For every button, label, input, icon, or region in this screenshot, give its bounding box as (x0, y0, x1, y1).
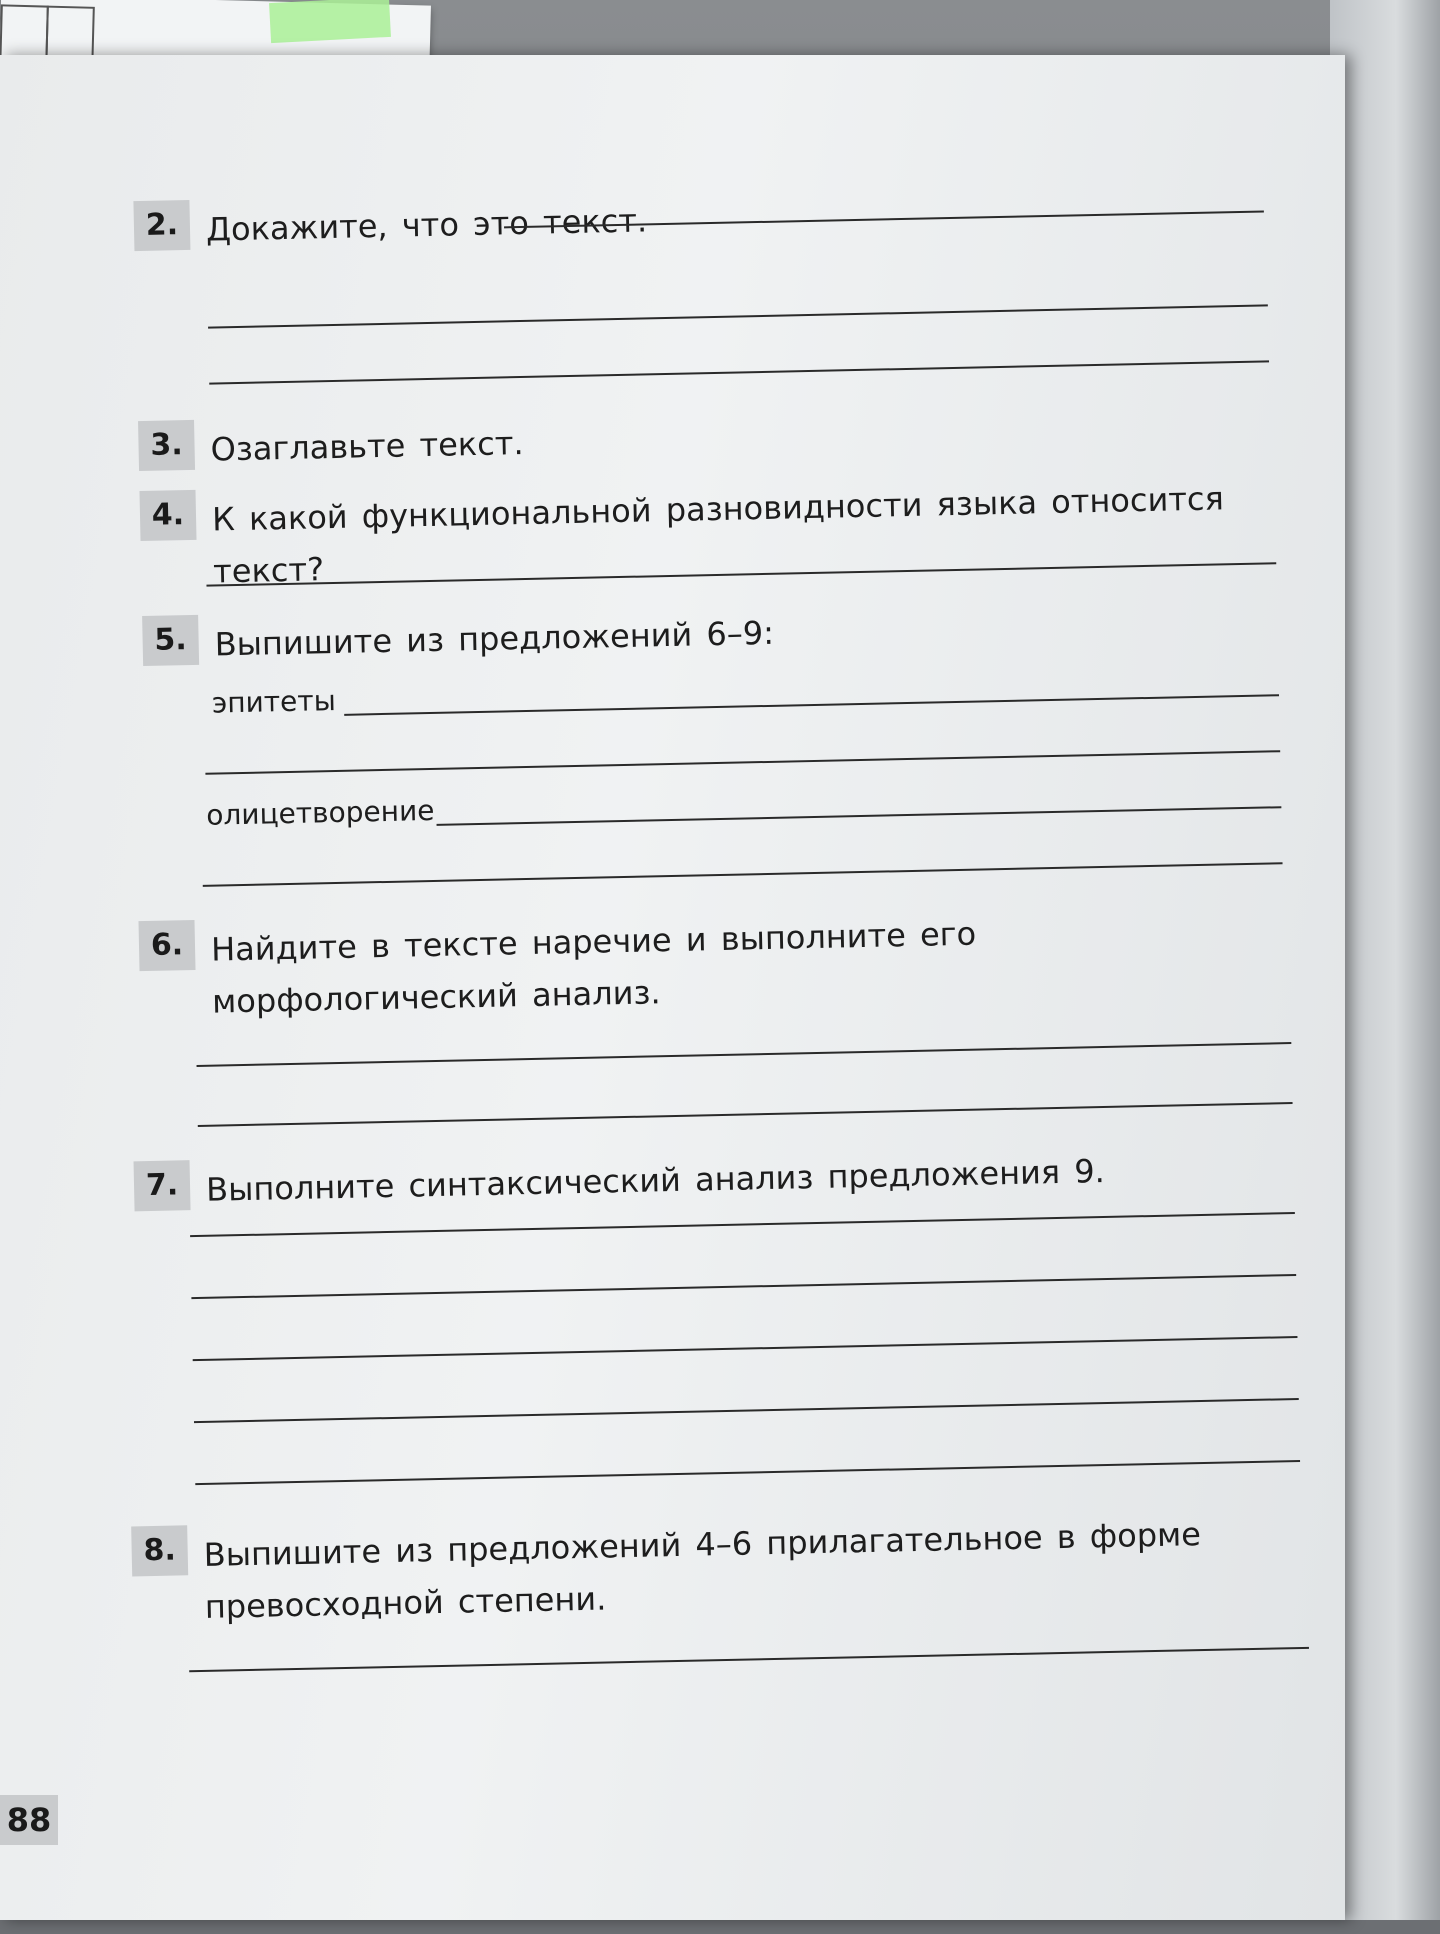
task-text: Найдите в тексте наречие и выполните его морфологический анализ. (210, 914, 977, 1021)
task-number: 3. (138, 420, 195, 471)
answer-line[interactable] (195, 1460, 1300, 1485)
task-text: Выполните синтаксический анализ предложения 9. (205, 1151, 1106, 1209)
task-text: Выпишите из предложений 6–9: (214, 613, 775, 664)
task-number: 2. (133, 200, 190, 251)
task-3 (138, 397, 1278, 469)
answer-line[interactable] (209, 360, 1269, 384)
task-number: 7. (134, 1160, 191, 1211)
workbook-page (0, 55, 1345, 1920)
slip-cell (0, 4, 49, 59)
sticky-tape (269, 0, 391, 43)
answer-line[interactable] (344, 694, 1279, 716)
task-5 (142, 592, 1282, 664)
task-text: Выпишите из предложений 4–6 прилагательное в форме превосходной степени. (203, 1515, 1202, 1626)
answer-line[interactable] (437, 806, 1282, 826)
answer-line[interactable] (189, 1647, 1309, 1672)
sub-item-epithets: эпитеты (211, 683, 337, 720)
page-content (0, 41, 1364, 1934)
answer-line[interactable] (197, 1042, 1292, 1067)
task-number: 6. (138, 920, 195, 971)
task-8 (131, 1503, 1271, 1626)
task-number: 4. (139, 490, 196, 541)
task-number: 8. (131, 1525, 188, 1576)
answer-line[interactable] (191, 1274, 1296, 1299)
slip-cell (45, 6, 94, 61)
answer-line[interactable] (198, 1102, 1293, 1127)
answer-line[interactable] (203, 862, 1283, 887)
task-text: Озаглавьте текст. (210, 424, 524, 469)
task-2 (133, 177, 1273, 249)
task-text: К какой функциональной разновидности языка относится текст? (211, 479, 1225, 591)
task-text: Докажите, что это текст. (205, 201, 648, 249)
answer-line[interactable] (208, 304, 1268, 328)
answer-line[interactable] (190, 1212, 1295, 1237)
task-number: 5. (142, 615, 199, 666)
answer-line[interactable] (193, 1336, 1298, 1361)
task-7 (134, 1137, 1274, 1209)
answer-line[interactable] (205, 750, 1280, 775)
sub-item-personification: олицетворение (205, 793, 435, 832)
answer-line[interactable] (194, 1398, 1299, 1423)
task-6 (138, 897, 1278, 1021)
page-number: 88 (0, 1795, 58, 1845)
